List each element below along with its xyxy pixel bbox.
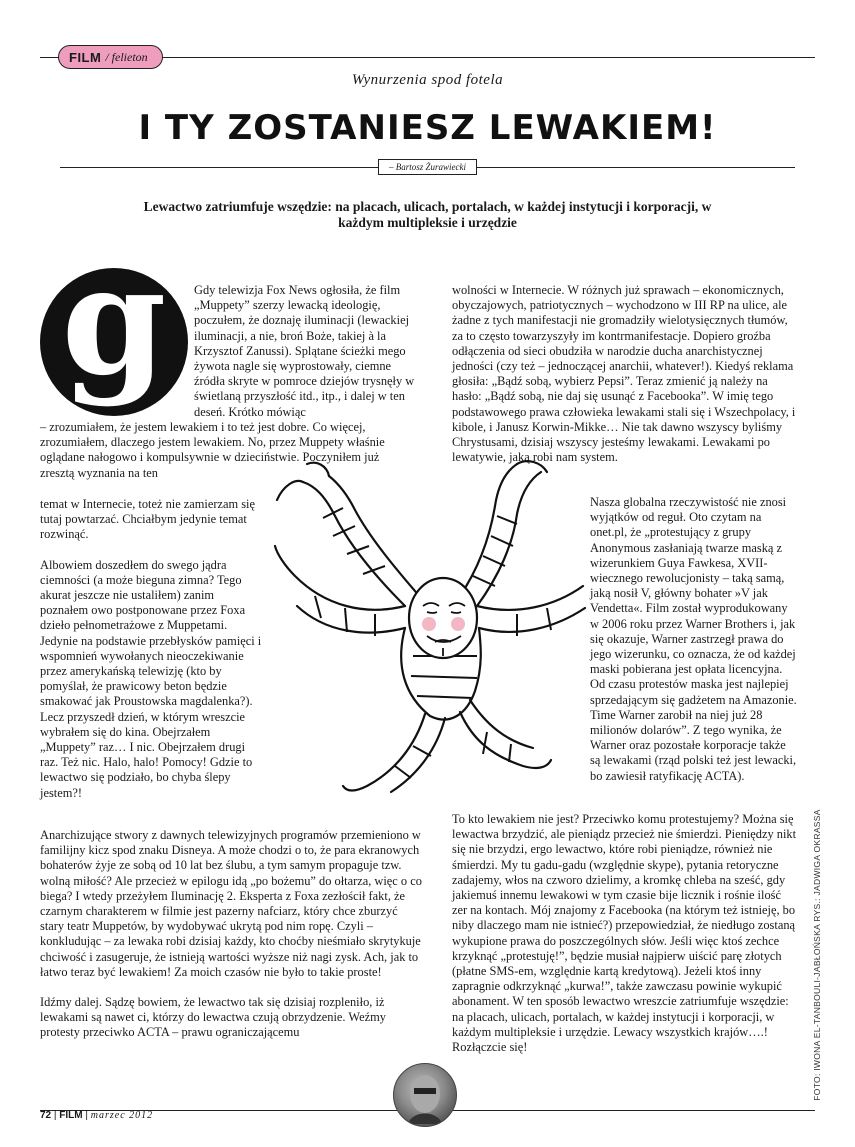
paragraph: Anarchizujące stwory z dawnych telewizyjnych programów przemieniono w familijny kicz spod znaku Disneya. A może chodzi o to, że para ekranowych bohaterów żyje ze sobą od 10 lat bez ślubu, a tym samym propaguje tzw. wolną miłość? Ale przecież w epilogu idą „po bożemu” do ołtarza, więc o co biega? I wtedy przeżyłem Iluminację 2. Eksperta z Foxa zezłościł fakt, że czarnym charakterem w filmie jest pazerny nafciarz, który chce zburzyć stary teatr Muppetów, by wydobywać ukrytą pod nim ropę. Czyli – konkludując – za lewaka robi dzisiaj każdy, kto choćby nieśmiało skrytykuje chciwość i zasugeruje, że istnieją wartości wyższe niż nagi zysk. Ach, jak to łatwo teraz być lewakiem! Za moich czasów nie było to takie proste! (40, 828, 422, 979)
paragraph-intro (194, 283, 416, 435)
photo-credit (808, 809, 826, 1101)
masked-figure-illustration (255, 456, 595, 801)
subsection-label: / felieton (105, 49, 148, 64)
photo-credit-text: FOTO: IWONA EL-TANBOULI-JABŁOŃSKA RYS.: JADWIGA OKRASSA (812, 809, 822, 1101)
paragraph: Idźmy dalej. Sądzę bowiem, że lewactwo tak się dzisiaj rozpleniło, iż lewakami są nawet ci, którzy do lewactwa czują obrzydzenie. Weźmy protesty przeciwko ACTA – prawu ograniczającemu (40, 995, 386, 1040)
paragraph: Albowiem doszedłem do swego jądra ciemności (a może bieguna zimna? Tego akurat jeszcze nie ustaliłem) zanim poznałem owo postponowane przez Foxa dzieło pełnometrażowe z Muppetami. Jedynie na podstawie przebłysków pamięci i wspomnień wywołanych nieoczekiwanie przez amerykańską telewizję (kto by pomyślał, że prawicowy beton będzie smakować jak Proustowska magdalenka?). Lecz przyszedł dzień, w którym wreszcie wybrałem się do kina. Obejrzałem „Muppety” raz… I nic. Obejrzałem drugi raz. Też nic. Halo, halo! Pomocy! Gdzie to lewactwo się podziało, bo chyba ślepy jestem?! (40, 557, 262, 800)
article-headline: I TY ZOSTANIESZ LEWAKIEM! (138, 108, 717, 148)
byline: – Bartosz Żurawiecki (378, 159, 477, 175)
paragraph: wolności w Internecie. W różnych już sprawach – ekonomicznych, obyczajowych, patriotycznych – wychodzono w III RP na ulice, ale żadne z tych manifestacji nie gromadziły wielotysięcznych tłumów, za to często towarzyszyły im kontrmanifestacje. Dopiero groźba odłączenia od sieci obudziła w narodzie ducha anarchistycznej jedności (czy też – jednoczącej anarchii, whatever!). Kiedyś reklama głosiła: „Bądź sobą, wybierz Pepsi”. Teraz zmienić ją należy na hasło: „Bądź sobą, nie daj się usunąć z Facebooka”. W imię tego podstawowego prawa człowieka lewakami stali się i Wszechpolacy, i kibole, i Janusz Korwin-Mikke… Nie tak dawno wszyscy byliśmy Chrystusami, dzisiaj wszyscy jesteśmy lewakami. Lewakami po lewatywie, jaką robi nam system. (452, 283, 796, 465)
paragraph: temat w Internecie, toteż nie zamierzam się tutaj powtarzać. Chciałbym jedynie temat rozwinąć. (40, 497, 256, 542)
article-lead: Lewactwo zatriumfuje wszędzie: na placach, ulicach, portalach, w każdej instytucji i korporacji, w każdym multipleksie i urzędzie (143, 199, 712, 230)
issue-date: marzec 2012 (90, 1110, 154, 1121)
drop-cap-letter: g (61, 233, 167, 409)
magazine-name: FILM (59, 1110, 83, 1121)
paragraph-wrap-column (40, 497, 262, 816)
section-label: FILM (69, 49, 102, 65)
paragraph: Gdy telewizja Fox News ogłosiła, że film „Muppety” szerzy lewacką ideologię, poczułem, że doznaję iluminacji (lewackiej iluminacji, a nie, broń Boże, takiej à la Krzysztof Zanussi). Splątane ścieżki mego żywota nagle się wyprostowały, ciemne źródła skryte w pomroce dziejów trysnęły w świetlaną przyszłość itd., itp., i dalej w ten deseń. Krótko mówiąc (194, 283, 415, 419)
paragraph: – zrozumiałem, że jestem lewakiem i to też jest dobre. Co więcej, zrozumiałem, dlaczego jestem lewakiem. No, przez Muppety właśnie oglądane nałogowo i kompulsywnie w dzieciństwie. Poczyniłem już zresztą wyznania na ten (40, 420, 385, 480)
right-column-top (452, 283, 797, 480)
drop-cap (40, 233, 188, 416)
section-badge[interactable] (58, 45, 163, 69)
right-column-bottom (452, 812, 797, 1070)
left-column-bottom (40, 828, 422, 1056)
series-title: Wynurzenia spod fotela (351, 72, 504, 88)
paragraph: Nasza globalna rzeczywistość nie znosi wyjątków od reguł. Oto czytam na onet.pl, że „protestujący z grupy Anonymous zasłaniają twarze maską z wizerunkiem Guya Fawkesa, XVII-wiecznego rewolucjonisty – taką samą, jaką nosił V, główny bohater »V jak Vendetta«. Film został wyprodukowany w 2006 roku przez Warner Brothers i, jak się okazuje, Warner zastrzegł prawa do jego wizerunku, co oznacza, że od każdej maski pobierana jest opłata licencyjna. Od czasu protestów maska jest najlepiej sprzedającym się gadżetem na Amazonie. Time Warner zarobił na niej już 28 milionów dolarów”. Z tego wynika, że Warner oraz pozostałe korporacje także są lewakami (rząd polski też jest lewacki, bo zawiesił ratyfikację ACTA). (590, 495, 797, 783)
paragraph: To kto lewakiem nie jest? Przeciwko komu protestujemy? Można się lewactwa brzydzić, ale pieniądz przecież nie śmierdzi. Pieniędzy nikt się nie brzydzi, ergo lewactwo, które robi pieniądze, również nie śmierdzi. My tu gadu-gadu (względnie skype), pytania retoryczne zadajemy, włos na czworo dzielimy, a kromkę chleba na sześć, gdy jakiemuś innemu lewakowi w tym czasie bije licznik i rośnie ilość zer na kontach. Mój znajomy z Facebooka (na którym też istnieję, bo niby dlaczego mam nie istnieć?) przepowiedział, że niedługo zostaną wykupione prawa do poszczególnych słów. Jeśli więc ktoś zechce krzyknąć „protestuję!”, będzie musiał najpierw uiścić parę złotych (płatne SMS-em, względnie kartą kredytową). Jeżeli ktoś inny zapragnie odkrzyknąć „kurwa!”, także zawczasu powinie wykupić abonament. W ten sposób lewactwo wreszcie zatriumfuje wszędzie: na placach, ulicach, portalach, w każdej instytucji i korporacji, w każdym multipleksie i urzędzie. Lewacy wszystkich krajów….! Rozłączcie się! (452, 812, 797, 1055)
page-number: 72 (40, 1110, 52, 1121)
author-photo (393, 1063, 457, 1127)
page-folio: 72 | FILM | marzec 2012 (40, 1110, 154, 1121)
right-column-wrap (590, 495, 798, 799)
